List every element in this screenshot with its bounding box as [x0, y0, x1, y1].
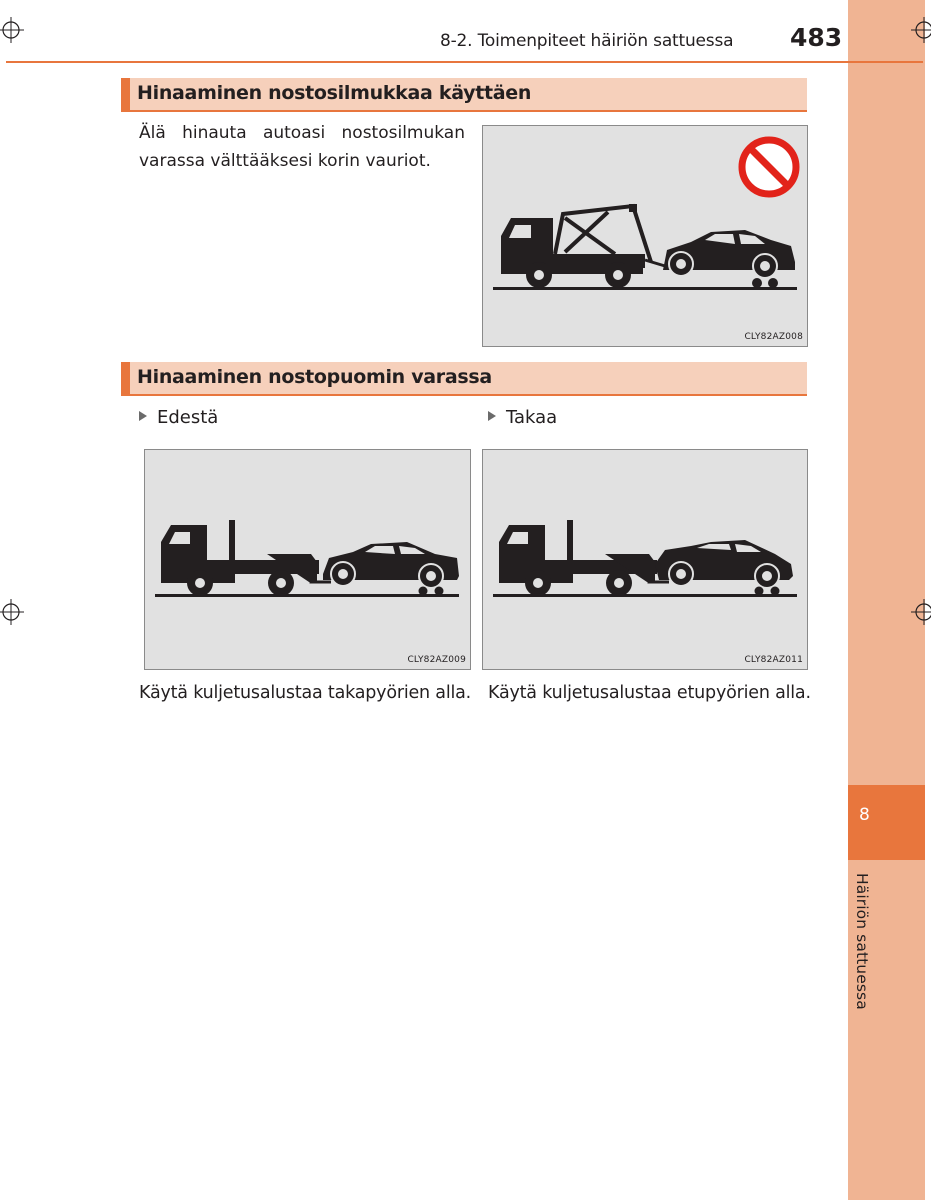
section-paragraph [139, 119, 465, 175]
front-subheading [139, 407, 218, 428]
rear-label: Takaa [506, 407, 558, 428]
running-header-title: 8-2. Toimenpiteet häiriön sattuessa [440, 31, 734, 51]
section-heading-accent [121, 362, 130, 394]
chapter-label: Häiriön sattuessa [853, 873, 871, 1010]
rear-tow-illustration [483, 450, 807, 669]
rear-tow-figure [482, 449, 808, 670]
section-heading-accent [121, 78, 130, 110]
section-heading-bar [121, 362, 807, 396]
prohibition-icon [742, 140, 796, 194]
rear-subheading [488, 407, 557, 428]
section-heading-title: Hinaaminen nostosilmukkaa käyttäen [137, 82, 532, 104]
front-label: Edestä [157, 407, 219, 428]
paragraph-line: varassa välttääksesi korin vauriot. [139, 151, 431, 171]
figure-code: CLY82AZ009 [407, 655, 466, 665]
chapter-number-tab [848, 785, 925, 860]
registration-mark-icon [911, 599, 931, 625]
tow-truck-illustration [483, 126, 807, 346]
registration-mark-icon [0, 17, 24, 43]
section-heading-title: Hinaaminen nostopuomin varassa [137, 366, 492, 388]
registration-mark-icon [0, 599, 24, 625]
registration-mark-icon [911, 17, 931, 43]
front-tow-illustration [145, 450, 470, 669]
front-tow-figure [144, 449, 471, 670]
rear-caption: Käytä kuljetusalustaa etupyörien alla. [488, 683, 811, 703]
paragraph-line: Älä hinauta autoasi nostosilmukan [139, 123, 465, 143]
page-number: 483 [790, 23, 843, 52]
tow-eyelet-figure [482, 125, 808, 347]
figure-code: CLY82AZ011 [744, 655, 803, 665]
figure-code: CLY82AZ008 [744, 332, 803, 342]
front-caption: Käytä kuljetusalustaa takapyörien alla. [139, 683, 472, 703]
section-heading-bar [121, 78, 807, 112]
header-rule [6, 61, 923, 63]
chapter-number: 8 [859, 805, 870, 825]
triangle-bullet-icon [488, 411, 496, 421]
triangle-bullet-icon [139, 411, 147, 421]
